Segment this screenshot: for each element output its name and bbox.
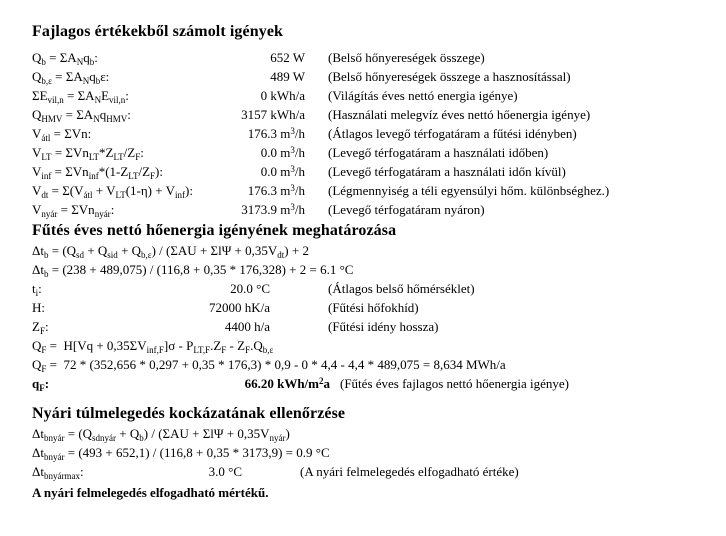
row-formula: $Q_{b,\varepsilon} = \Sigma A_Nq_b\varepsilon$: xyxy=(32,69,110,86)
row-formula: H: xyxy=(32,300,45,315)
calc-row xyxy=(32,298,718,317)
row-value: 0 kWh/a xyxy=(260,88,305,103)
calc-row xyxy=(32,374,718,393)
row-formula: $V_{inf} = \Sigma Vn_{inf}*(1-Z_{LT}/Z_F)$: xyxy=(32,164,163,181)
calc-rows-specific-demands xyxy=(32,48,718,219)
calc-row xyxy=(32,260,718,279)
row-value: 3173.9 $m^3/h$ xyxy=(241,202,305,217)
row-desc: (Levegő térfogatáram a használati időben) xyxy=(328,145,549,160)
row-value: 0.0 $m^3/h$ xyxy=(260,164,305,179)
row-formula: $\Delta t_b = (238 + 489,075) / (116,8 + 0,35 * 176,328) + 2 = 6.1$ °C xyxy=(32,262,354,279)
row-desc: (Átlagos belső hőmérséklet) xyxy=(328,281,475,296)
row-desc: (Használati melegvíz éves nettó hőenergia igénye) xyxy=(328,107,591,122)
calc-row xyxy=(32,124,718,143)
row-formula: $\Delta t_b = (Q_{sd} + Q_{sid} + Q_{b,\varepsilon}) / (\Sigma AU + \Sigma l\Psi + 0,35V_{dt}) + 2$ xyxy=(32,243,309,260)
calc-row xyxy=(32,241,718,260)
calc-row xyxy=(32,86,718,105)
calc-row xyxy=(32,443,718,462)
row-value: 3157 kWh/a xyxy=(241,107,305,122)
calc-rows-heating-energy xyxy=(32,241,718,393)
calc-row xyxy=(32,317,718,336)
row-formula: $q_F$: xyxy=(32,376,50,393)
row-formula: $Q_F = 72 * (352,656 * 0,297 + 0,35 * 176,3) * 0,9 - 0 * 4,4 - 4,4 * 489,075 = 8,634$ MWh/a xyxy=(32,357,506,374)
row-desc: (Átlagos levegő térfogatáram a fűtési idényben) xyxy=(328,126,577,141)
row-desc: (Belső hőnyereségek összege a hasznosítással) xyxy=(328,69,571,84)
section-title-summer-overheating: Nyári túlmelegedés kockázatának ellenőrzése xyxy=(32,405,346,422)
calc-row xyxy=(32,48,718,67)
row-desc: (Levegő térfogatáram nyáron) xyxy=(328,202,485,217)
row-value: 176.3 $m^3/h$ xyxy=(247,183,305,198)
calc-row xyxy=(32,355,718,374)
calc-row xyxy=(32,462,718,481)
calc-row xyxy=(32,67,718,86)
row-value: 652 W xyxy=(270,50,305,65)
row-formula: $Q_F = H[Vq + 0,35\Sigma V_{inf,F}]\sigma - P_{LT,F}.Z_F - Z_F.Q_{b,\varepsilon}$ xyxy=(32,338,274,355)
row-formula: $Z_F$: xyxy=(32,319,49,336)
calc-row xyxy=(32,336,718,355)
row-formula: $Q_b = \Sigma A_Nq_b$: xyxy=(32,50,98,67)
row-value: 489 W xyxy=(270,69,305,84)
summer-overheating-conclusion: A nyári felmelegedés elfogadható mértékű. xyxy=(32,485,269,500)
row-desc: (Fűtés éves fajlagos nettó hőenergia igénye) xyxy=(340,376,569,391)
row-formula: $Q_{HMV} = \Sigma A_Nq_{HMV}$: xyxy=(32,107,131,124)
calc-row xyxy=(32,200,718,219)
row-value: 72000 hK/a xyxy=(208,300,270,315)
row-value: 0.0 $m^3/h$ xyxy=(260,145,305,160)
section-specific-demands xyxy=(32,22,718,219)
row-formula: $\Delta t_{bnyármax}$: xyxy=(32,464,84,481)
calc-row xyxy=(32,105,718,124)
calc-rows-summer-overheating xyxy=(32,424,718,481)
row-value: 3.0 °C xyxy=(208,464,242,479)
section-title-heating-energy: Fűtés éves nettó hőenergia igényének meghatározása xyxy=(32,222,397,239)
calc-row xyxy=(32,424,718,443)
row-formula: $\Sigma E_{vil,n} = \Sigma A_NE_{vil,n}$: xyxy=(32,88,129,105)
row-desc: (Fűtési hőfokhíd) xyxy=(328,300,419,315)
section-summer-overheating xyxy=(32,404,718,502)
row-desc: (Belső hőnyereségek összege) xyxy=(328,50,485,65)
row-value: 176.3 $m^3/h$ xyxy=(247,126,305,141)
row-formula: $V_{dt} = \Sigma(V_{átl} + V_{LT}(1-\eta) + V_{inf})$: xyxy=(32,183,193,200)
row-desc: (Levegő térfogatáram a használati időn kívül) xyxy=(328,164,566,179)
row-value: 20.0 °C xyxy=(230,281,270,296)
row-formula: $V_{LT} = \Sigma Vn_{LT}*Z_{LT}/Z_F$: xyxy=(32,145,144,162)
section-heating-energy xyxy=(32,221,718,393)
row-formula: $t_i$: xyxy=(32,281,42,298)
row-formula: $\Delta t_{bnyár} = (Q_{sdnyár} + Q_b) / (\Sigma AU + \Sigma l\Psi + 0,35V_{nyár})$ xyxy=(32,426,290,443)
row-desc: (A nyári felmelegedés elfogadható értéke) xyxy=(300,464,519,479)
row-desc: (Világítás éves nettó energia igénye) xyxy=(328,88,518,103)
row-formula: $V_{nyár} = \Sigma Vn_{nyár}$: xyxy=(32,202,115,219)
row-value: 66.20 kWh/$m^2a$ xyxy=(244,376,330,391)
calc-row xyxy=(32,162,718,181)
row-desc: (Légmennyiség a téli egyensúlyi hőm. különbséghez.) xyxy=(328,183,610,198)
row-desc: (Fűtési idény hossza) xyxy=(328,319,439,334)
calc-row xyxy=(32,181,718,200)
row-formula: $\Delta t_{bnyár} = (493 + 652,1) / (116,8 + 0,35 * 3173,9) = 0.9$ °C xyxy=(32,445,330,462)
calc-row xyxy=(32,143,718,162)
row-value: 4400 h/a xyxy=(224,319,270,334)
calc-row xyxy=(32,279,718,298)
section-title-specific-demands: Fajlagos értékekből számolt igények xyxy=(32,23,284,40)
row-formula: $V_{átl} = \Sigma Vn$: xyxy=(32,126,92,143)
